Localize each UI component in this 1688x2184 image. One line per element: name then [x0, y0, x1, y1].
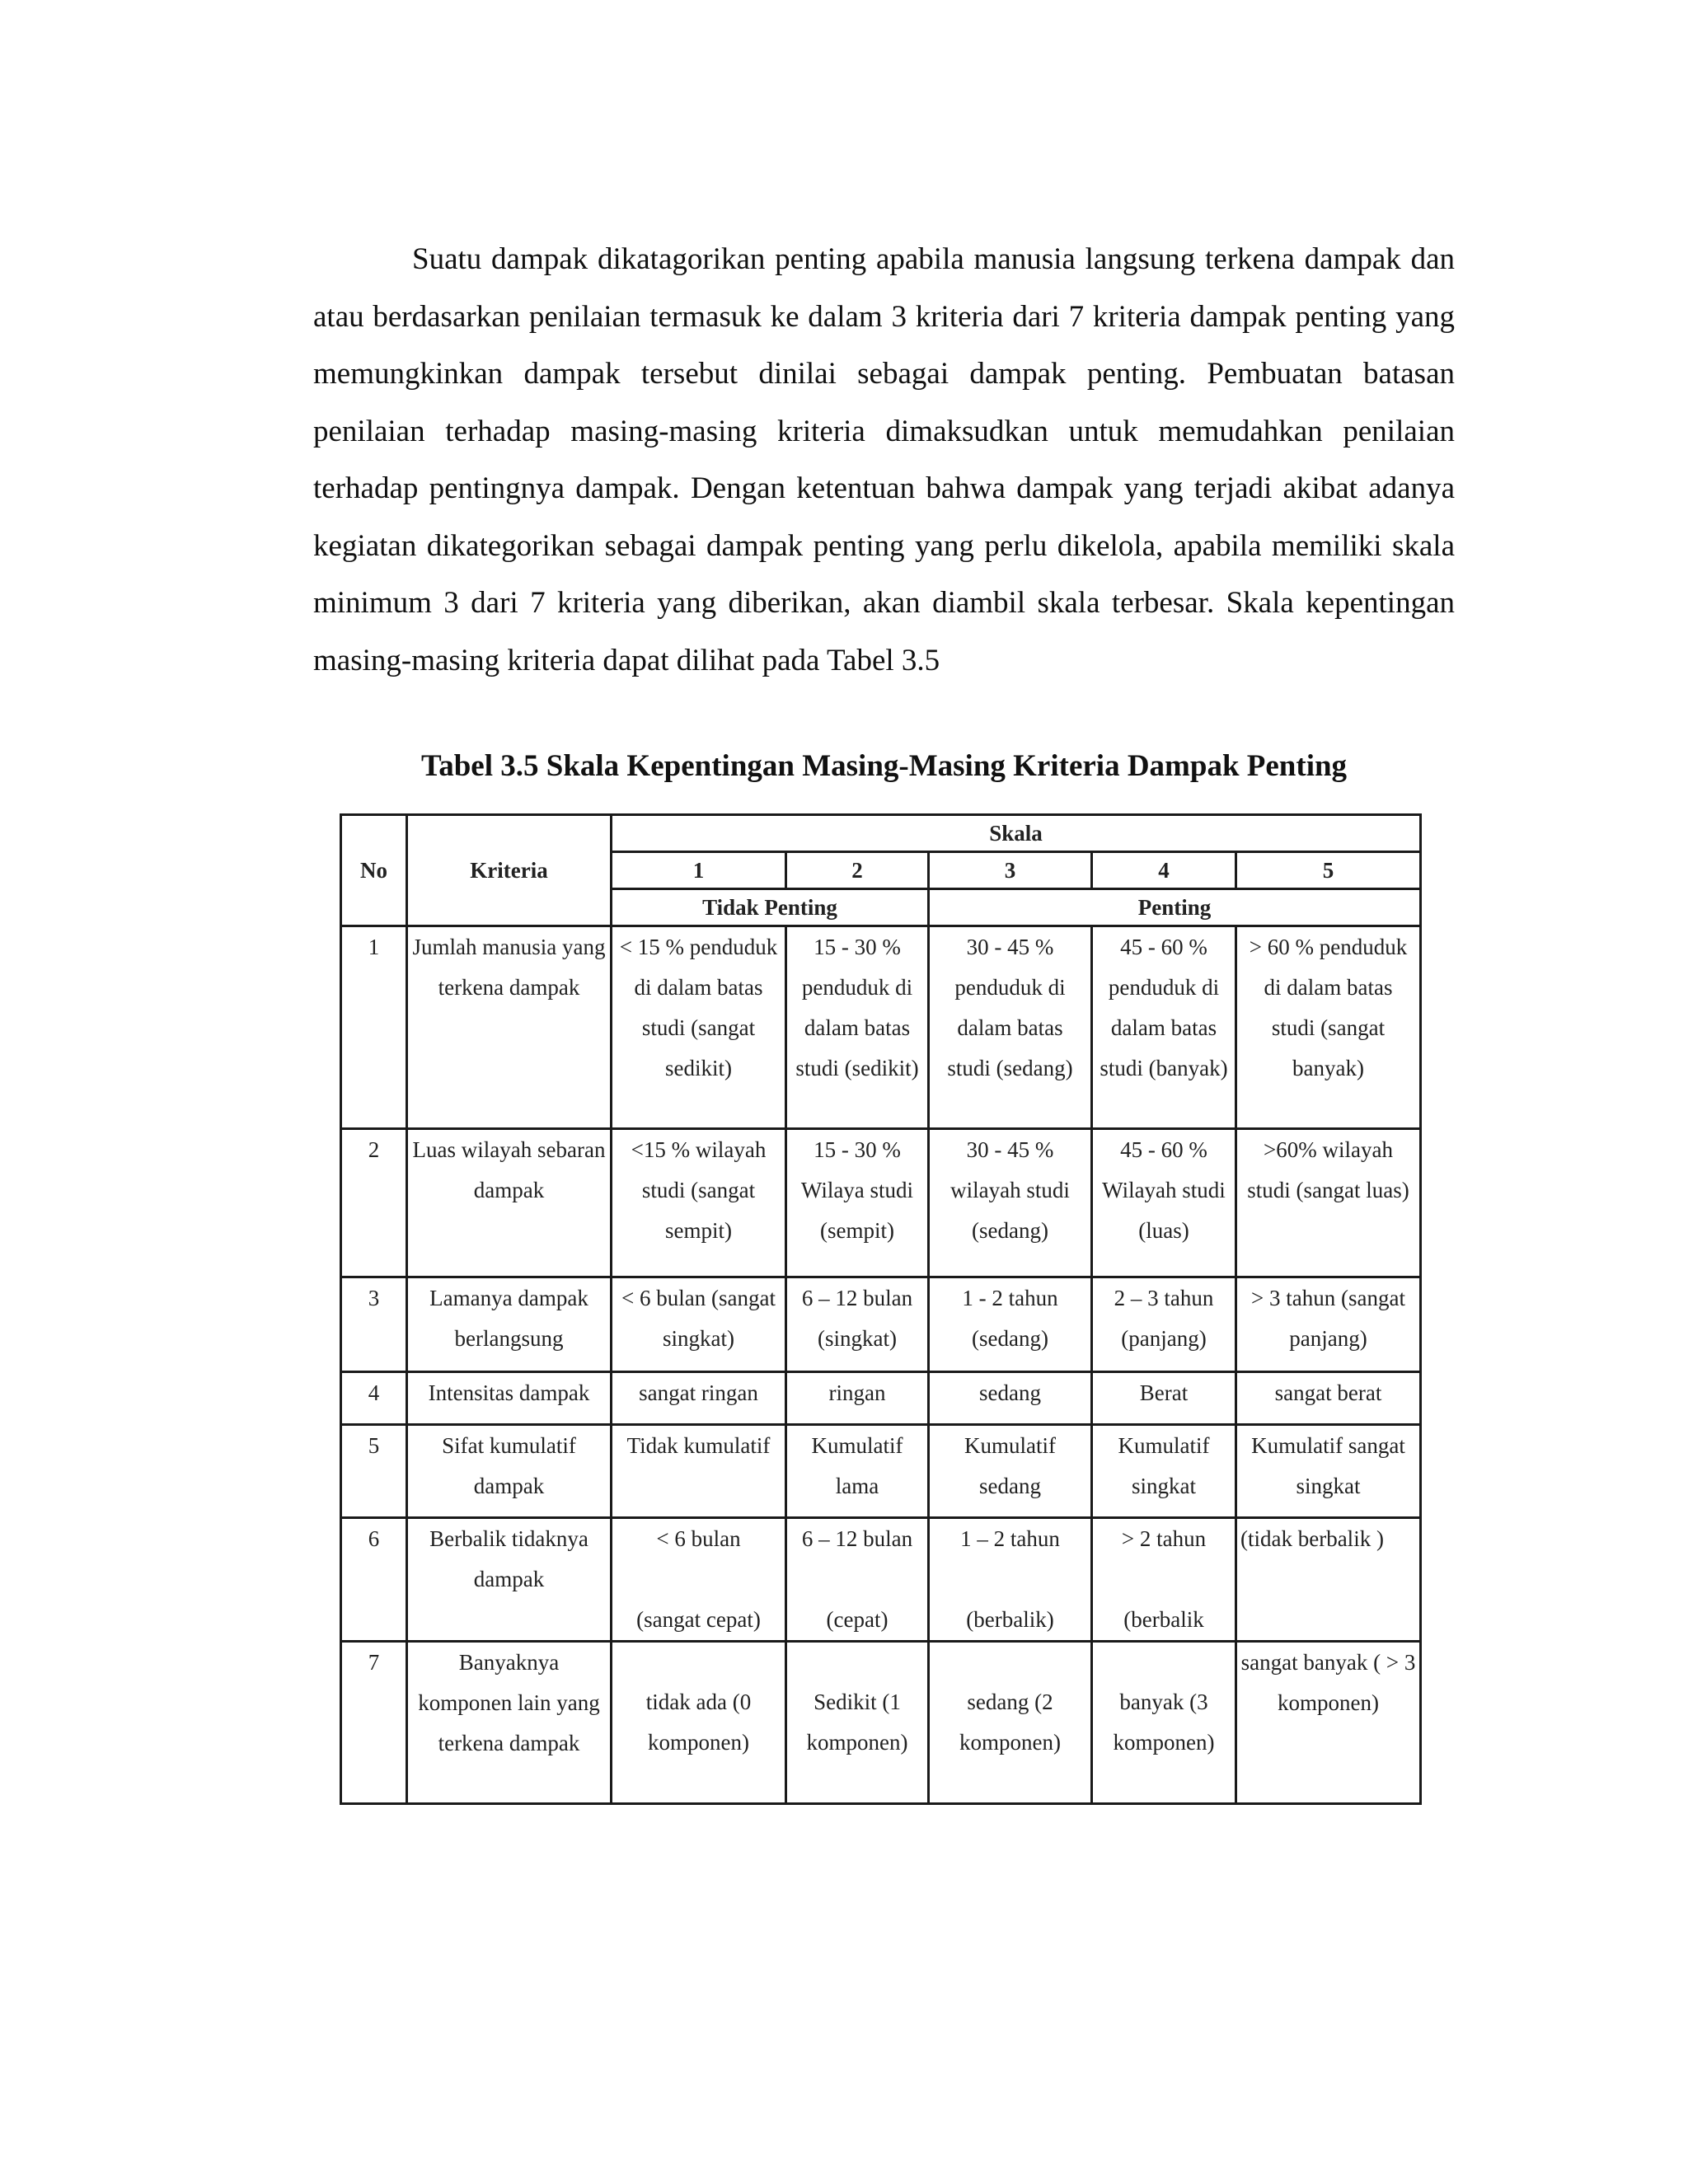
scale-cell: 2 – 3 tahun (panjang) — [1092, 1277, 1236, 1372]
scale-cell: > 3 tahun (sangat panjang) — [1236, 1277, 1421, 1372]
table-row — [341, 1372, 1421, 1425]
row-number: 3 — [341, 1277, 407, 1372]
scale-cell-top: 6 – 12 bulan — [801, 1526, 913, 1551]
scale-cell-bottom: (berbalik) — [966, 1607, 1054, 1632]
scale-cell — [612, 1518, 786, 1642]
table-row — [341, 1129, 1421, 1277]
header-penting: Penting — [929, 889, 1421, 926]
row-number: 2 — [341, 1129, 407, 1277]
scale-cell: Kumulatif sedang — [929, 1425, 1092, 1518]
scale-cell: 1 - 2 tahun (sedang) — [929, 1277, 1092, 1372]
row-number: 1 — [341, 926, 407, 1129]
scale-cell-top: 1 – 2 tahun — [960, 1526, 1060, 1551]
scale-cell: sedang — [929, 1372, 1092, 1425]
scale-cell: 30 - 45 % wilayah studi (sedang) — [929, 1129, 1092, 1277]
scale-cell: 6 – 12 bulan (singkat) — [786, 1277, 929, 1372]
table-row — [341, 926, 1421, 1129]
table-row — [341, 1277, 1421, 1372]
row-number: 4 — [341, 1372, 407, 1425]
scale-cell — [1092, 1518, 1236, 1642]
header-tidak-penting: Tidak Penting — [612, 889, 929, 926]
scale-cell-bottom: (cepat) — [826, 1607, 889, 1632]
criteria-label: Sifat kumulatif dampak — [407, 1425, 612, 1518]
criteria-label: Jumlah manusia yang terkena dampak — [407, 926, 612, 1129]
scale-cell: > 60 % penduduk di dalam batas studi (sangat banyak) — [1236, 926, 1421, 1129]
header-no: No — [341, 815, 407, 926]
criteria-label: Berbalik tidaknya dampak — [407, 1518, 612, 1642]
scale-cell: ringan — [786, 1372, 929, 1425]
scale-cell: Kumulatif sangat singkat — [1236, 1425, 1421, 1518]
body-paragraph: Suatu dampak dikatagorikan penting apabila manusia langsung terkena dampak dan atau berdasarkan penilaian termasuk ke dalam 3 kriteria dari 7 kriteria dampak penting yang memungkinkan dampak tersebut dinilai sebagai dampak penting. Pembuatan batasan penilaian terhadap masing-masing kriteria dimaksudkan untuk memudahkan penilaian terhadap pentingnya dampak. Dengan ketentuan bahwa dampak yang terjadi akibat adanya kegiatan dikategorikan sebagai dampak penting yang perlu dikelola, apabila memiliki skala minimum 3 dari 7 kriteria yang diberikan, akan diambil skala terbesar. Skala kepentingan masing-masing kriteria dapat dilihat pada Tabel 3.5 — [313, 242, 1455, 677]
row-number: 7 — [341, 1642, 407, 1804]
scale-cell: sangat banyak ( > 3 komponen) — [1236, 1642, 1421, 1804]
scale-cell: 30 - 45 % penduduk di dalam batas studi (sedang) — [929, 926, 1092, 1129]
scale-cell — [929, 1518, 1092, 1642]
table-row — [341, 1642, 1421, 1804]
scale-cell: sedang (2 komponen) — [929, 1642, 1092, 1804]
criteria-scale-table — [340, 813, 1422, 1805]
table-row — [341, 1425, 1421, 1518]
scale-cell: Kumulatif singkat — [1092, 1425, 1236, 1518]
scale-cell: Kumulatif lama — [786, 1425, 929, 1518]
row-number: 6 — [341, 1518, 407, 1642]
scale-cell: Berat — [1092, 1372, 1236, 1425]
scale-cell: <15 % wilayah studi (sangat sempit) — [612, 1129, 786, 1277]
header-skala: Skala — [612, 815, 1421, 852]
table-row — [341, 1518, 1421, 1642]
scale-cell — [786, 1518, 929, 1642]
scale-cell: < 15 % penduduk di dalam batas studi (sangat sedikit) — [612, 926, 786, 1129]
scale-cell: >60% wilayah studi (sangat luas) — [1236, 1129, 1421, 1277]
scale-cell: 15 - 30 % penduduk di dalam batas studi (sedikit) — [786, 926, 929, 1129]
header-kriteria: Kriteria — [407, 815, 612, 926]
header-scale-5: 5 — [1236, 852, 1421, 889]
header-scale-2: 2 — [786, 852, 929, 889]
criteria-label: Intensitas dampak — [407, 1372, 612, 1425]
scale-cell: 15 - 30 % Wilaya studi (sempit) — [786, 1129, 929, 1277]
row-number: 5 — [341, 1425, 407, 1518]
header-scale-4: 4 — [1092, 852, 1236, 889]
scale-cell: 45 - 60 % Wilayah studi (luas) — [1092, 1129, 1236, 1277]
table-caption: Tabel 3.5 Skala Kepentingan Masing-Masing Kriteria Dampak Penting — [420, 749, 1348, 783]
scale-cell: < 6 bulan (sangat singkat) — [612, 1277, 786, 1372]
criteria-label: Banyaknya komponen lain yang terkena dampak — [407, 1642, 612, 1804]
scale-cell-bottom: (berbalik — [1123, 1607, 1204, 1632]
scale-cell-bottom: (sangat cepat) — [636, 1607, 761, 1632]
criteria-label: Luas wilayah sebaran dampak — [407, 1129, 612, 1277]
scale-cell-top: < 6 bulan — [656, 1526, 741, 1551]
scale-cell: Sedikit (1 komponen) — [786, 1642, 929, 1804]
header-scale-1: 1 — [612, 852, 786, 889]
scale-cell: Tidak kumulatif — [612, 1425, 786, 1518]
scale-cell: sangat berat — [1236, 1372, 1421, 1425]
criteria-label: Lamanya dampak berlangsung — [407, 1277, 612, 1372]
scale-cell: banyak (3 komponen) — [1092, 1642, 1236, 1804]
scale-cell: sangat ringan — [612, 1372, 786, 1425]
scale-cell — [1236, 1518, 1421, 1642]
scale-cell: 45 - 60 % penduduk di dalam batas studi (banyak) — [1092, 926, 1236, 1129]
header-scale-3: 3 — [929, 852, 1092, 889]
scale-cell: tidak ada (0 komponen) — [612, 1642, 786, 1804]
scale-cell-top: (tidak berbalik ) — [1240, 1526, 1384, 1551]
scale-cell-top: > 2 tahun — [1121, 1526, 1207, 1551]
